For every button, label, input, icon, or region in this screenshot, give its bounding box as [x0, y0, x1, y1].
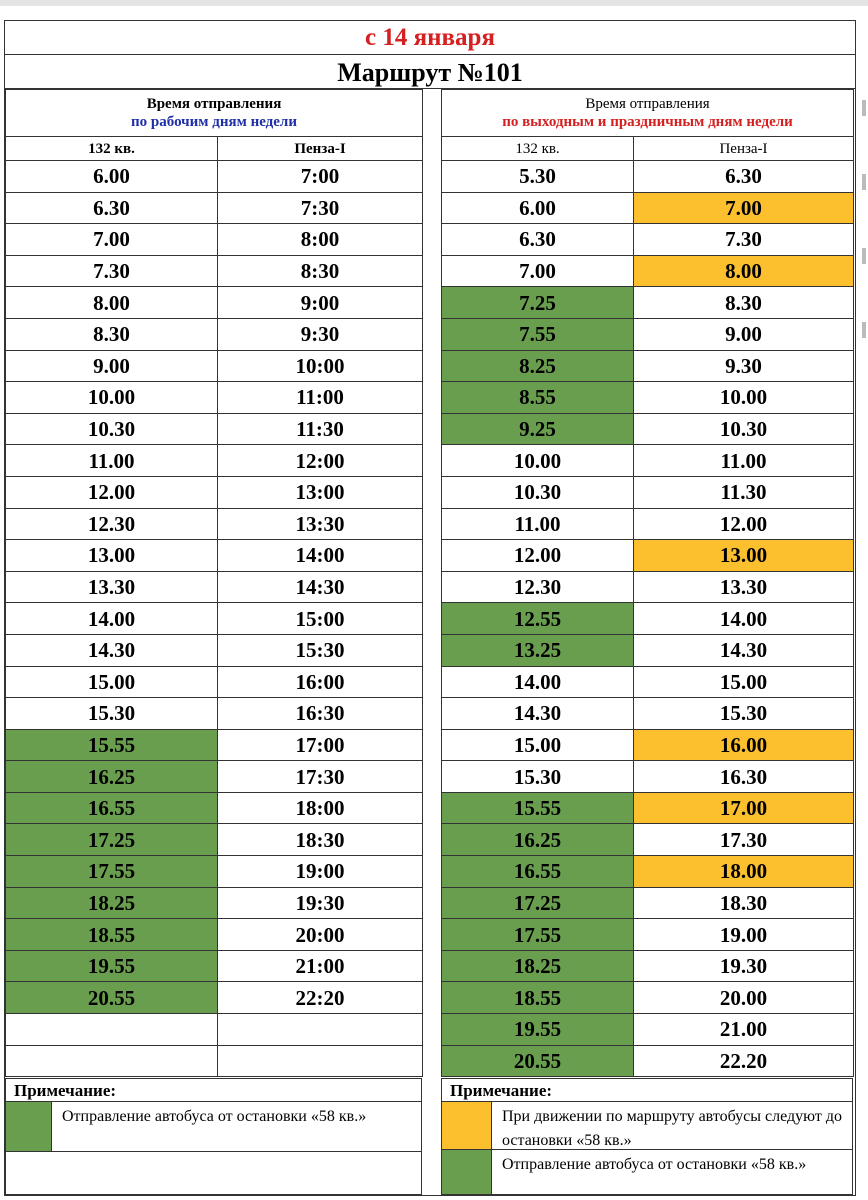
weekend-departure-132kv: 15.00: [442, 729, 634, 761]
weekend-row: [442, 824, 854, 856]
weekend-departure-132kv: 12.30: [442, 571, 634, 603]
weekend-departure-132kv: 10.00: [442, 445, 634, 477]
weekday-departure-penza: 7:00: [218, 161, 423, 193]
weekday-departure-132kv: 12.00: [6, 476, 218, 508]
weekend-note-title: Примечание:: [450, 1081, 553, 1100]
weekday-departure-132kv: 14.30: [6, 634, 218, 666]
weekend-row: [442, 634, 854, 666]
weekday-row: [6, 476, 423, 508]
weekend-departure-132kv: 13.25: [442, 634, 634, 666]
weekend-note-text-2: Отправление автобуса от остановки «58 кв.»: [502, 1156, 807, 1173]
weekday-departure-penza: 9:30: [218, 318, 423, 350]
weekday-departure-penza: 22:20: [218, 982, 423, 1014]
weekday-departure-penza: 17:30: [218, 761, 423, 793]
weekday-row: [6, 224, 423, 256]
weekend-row: [442, 287, 854, 319]
weekend-departure-penza: 10.00: [634, 382, 854, 414]
weekend-departure-132kv: 10.30: [442, 476, 634, 508]
weekday-departure-132kv: 12.30: [6, 508, 218, 540]
edge-mark: [862, 100, 866, 116]
note-swatch-yellow: [442, 1102, 492, 1149]
weekday-departure-penza: 16:00: [218, 666, 423, 698]
weekday-caption-line1: Время отправления: [146, 96, 282, 112]
weekend-departure-penza: 20.00: [634, 982, 854, 1014]
weekday-departure-penza: 10:00: [218, 350, 423, 382]
weekday-row: [6, 318, 423, 350]
weekend-row: [442, 413, 854, 445]
weekend-departure-132kv: 20.55: [442, 1045, 634, 1077]
weekday-notes: [5, 1078, 422, 1195]
weekday-caption-row: [6, 90, 423, 137]
weekday-row: [6, 729, 423, 761]
weekend-row: [442, 603, 854, 635]
weekday-departure-penza: 9:00: [218, 287, 423, 319]
weekday-row: [6, 919, 423, 951]
weekday-row: [6, 761, 423, 793]
weekend-row: [442, 540, 854, 572]
weekend-caption: [442, 90, 854, 137]
weekday-departure-penza: 18:00: [218, 792, 423, 824]
weekday-row: [6, 161, 423, 193]
weekday-departure-penza: 11:30: [218, 413, 423, 445]
weekday-departure-132kv: [6, 1014, 218, 1046]
weekday-departure-penza: 8:30: [218, 255, 423, 287]
weekend-departure-132kv: 7.55: [442, 318, 634, 350]
weekday-col-132kv: 132 кв.: [6, 137, 218, 161]
weekday-col-penza: Пенза-I: [218, 137, 423, 161]
weekday-row: [6, 950, 423, 982]
weekend-departure-132kv: 12.00: [442, 540, 634, 572]
weekend-departure-132kv: 5.30: [442, 161, 634, 193]
weekend-row: [442, 382, 854, 414]
weekend-row: [442, 919, 854, 951]
weekend-departure-132kv: 18.55: [442, 982, 634, 1014]
weekday-departure-132kv: 16.55: [6, 792, 218, 824]
weekend-col-132kv: 132 кв.: [442, 137, 634, 161]
weekday-caption: [6, 90, 423, 137]
weekday-departure-penza: 21:00: [218, 950, 423, 982]
weekend-row: [442, 982, 854, 1014]
weekend-departure-penza: 12.00: [634, 508, 854, 540]
weekday-row: [6, 856, 423, 888]
weekday-departure-132kv: 7.00: [6, 224, 218, 256]
weekday-departure-132kv: 15.30: [6, 698, 218, 730]
weekend-row: [442, 224, 854, 256]
weekend-departure-132kv: 9.25: [442, 413, 634, 445]
weekend-row: [442, 192, 854, 224]
weekend-row: [442, 698, 854, 730]
weekday-row: [6, 540, 423, 572]
weekday-row: [6, 634, 423, 666]
weekday-row: [6, 382, 423, 414]
weekday-row: [6, 571, 423, 603]
weekend-departure-132kv: 16.55: [442, 856, 634, 888]
weekend-departure-132kv: 11.00: [442, 508, 634, 540]
weekday-note-row: [6, 1101, 421, 1151]
weekday-departure-132kv: 6.30: [6, 192, 218, 224]
weekend-column-headers: [442, 137, 854, 161]
weekday-caption-line2: по рабочим дням недели: [131, 114, 297, 130]
weekday-departure-penza: 16:30: [218, 698, 423, 730]
note-swatch-green: [442, 1150, 492, 1194]
weekend-departure-penza: 17.00: [634, 792, 854, 824]
weekend-departure-penza: 14.30: [634, 634, 854, 666]
weekday-row: [6, 982, 423, 1014]
weekend-note-text-1: При движении по маршруту автобусы следуют до остановки «58 кв.»: [502, 1108, 842, 1149]
weekend-departure-penza: 13.00: [634, 540, 854, 572]
weekday-departure-132kv: 13.00: [6, 540, 218, 572]
weekend-departure-penza: 17.30: [634, 824, 854, 856]
weekend-departure-penza: 19.30: [634, 950, 854, 982]
weekend-departure-penza: 9.00: [634, 318, 854, 350]
weekday-departure-132kv: 15.55: [6, 729, 218, 761]
weekend-row: [442, 792, 854, 824]
weekday-departure-132kv: 18.25: [6, 887, 218, 919]
weekday-departure-penza: 7:30: [218, 192, 423, 224]
weekend-departure-penza: 9.30: [634, 350, 854, 382]
weekday-departure-penza: 12:00: [218, 445, 423, 477]
weekend-departure-penza: 21.00: [634, 1014, 854, 1046]
weekend-row: [442, 476, 854, 508]
weekday-departure-132kv: 17.55: [6, 856, 218, 888]
weekday-row: [6, 192, 423, 224]
weekend-departure-132kv: 8.55: [442, 382, 634, 414]
weekend-row: [442, 666, 854, 698]
weekday-departure-penza: 15:00: [218, 603, 423, 635]
weekday-departure-penza: [218, 1045, 423, 1077]
weekend-departure-penza: 19.00: [634, 919, 854, 951]
weekday-departure-132kv: 8.30: [6, 318, 218, 350]
weekday-departure-132kv: 19.55: [6, 950, 218, 982]
weekend-departure-penza: 13.30: [634, 571, 854, 603]
weekday-row: [6, 603, 423, 635]
weekend-departure-penza: 18.30: [634, 887, 854, 919]
weekend-caption-row: [442, 90, 854, 137]
weekend-departure-penza: 15.30: [634, 698, 854, 730]
weekend-departure-132kv: 17.55: [442, 919, 634, 951]
weekday-departure-132kv: 8.00: [6, 287, 218, 319]
weekday-departure-penza: 13:00: [218, 476, 423, 508]
edge-mark: [862, 322, 866, 338]
weekend-departure-penza: 15.00: [634, 666, 854, 698]
weekend-row: [442, 161, 854, 193]
weekday-departure-penza: 14:00: [218, 540, 423, 572]
weekday-row: [6, 824, 423, 856]
weekend-departure-penza: 11.00: [634, 445, 854, 477]
weekday-row: [6, 887, 423, 919]
weekend-schedule-table: [441, 89, 854, 1077]
weekend-departure-penza: 16.30: [634, 761, 854, 793]
weekday-departure-132kv: [6, 1045, 218, 1077]
weekday-row: [6, 1014, 423, 1046]
weekday-row: [6, 792, 423, 824]
weekend-departure-penza: 14.00: [634, 603, 854, 635]
weekend-departure-penza: 6.30: [634, 161, 854, 193]
weekday-departure-132kv: 14.00: [6, 603, 218, 635]
weekday-departure-132kv: 15.00: [6, 666, 218, 698]
weekend-caption-line2: по выходным и праздничным дням недели: [502, 114, 793, 130]
weekend-note-row-yellow: [442, 1101, 852, 1149]
weekend-row: [442, 1045, 854, 1077]
weekday-column-headers: [6, 137, 423, 161]
weekend-departure-132kv: 6.30: [442, 224, 634, 256]
weekend-departure-132kv: 19.55: [442, 1014, 634, 1046]
weekend-row: [442, 350, 854, 382]
weekday-schedule-table: [5, 89, 423, 1077]
weekday-row: [6, 508, 423, 540]
weekday-row: [6, 445, 423, 477]
weekday-departure-penza: 11:00: [218, 382, 423, 414]
note-swatch-green: [6, 1102, 52, 1151]
weekday-note-title: Примечание:: [14, 1081, 117, 1100]
weekend-departure-penza: 8.30: [634, 287, 854, 319]
weekend-row: [442, 571, 854, 603]
weekend-departure-penza: 22.20: [634, 1045, 854, 1077]
weekend-departure-132kv: 14.00: [442, 666, 634, 698]
weekday-departure-132kv: 20.55: [6, 982, 218, 1014]
weekend-departure-132kv: 18.25: [442, 950, 634, 982]
weekday-departure-penza: 19:30: [218, 887, 423, 919]
weekday-row: [6, 698, 423, 730]
weekend-departure-132kv: 15.30: [442, 761, 634, 793]
weekday-row: [6, 413, 423, 445]
weekend-departure-132kv: 7.00: [442, 255, 634, 287]
weekend-row: [442, 1014, 854, 1046]
weekday-departure-132kv: 10.00: [6, 382, 218, 414]
weekend-departure-penza: 11.30: [634, 476, 854, 508]
weekend-notes: [441, 1078, 853, 1195]
weekend-row: [442, 729, 854, 761]
weekday-departure-132kv: 7.30: [6, 255, 218, 287]
weekend-row: [442, 761, 854, 793]
weekend-row: [442, 318, 854, 350]
weekend-row: [442, 255, 854, 287]
weekday-departure-penza: 17:00: [218, 729, 423, 761]
effective-date: с 14 января: [5, 21, 855, 55]
weekday-departure-132kv: 11.00: [6, 445, 218, 477]
edge-mark: [862, 248, 866, 264]
weekend-departure-132kv: 15.55: [442, 792, 634, 824]
weekday-departure-penza: 14:30: [218, 571, 423, 603]
weekday-departure-penza: [218, 1014, 423, 1046]
weekday-departure-132kv: 10.30: [6, 413, 218, 445]
weekday-departure-132kv: 6.00: [6, 161, 218, 193]
weekend-row: [442, 887, 854, 919]
weekend-departure-132kv: 6.00: [442, 192, 634, 224]
weekday-departure-132kv: 16.25: [6, 761, 218, 793]
weekend-departure-penza: 16.00: [634, 729, 854, 761]
weekday-departure-132kv: 9.00: [6, 350, 218, 382]
weekend-row: [442, 445, 854, 477]
weekend-col-penza: Пенза-I: [634, 137, 854, 161]
weekday-departure-penza: 8:00: [218, 224, 423, 256]
weekend-departure-penza: 18.00: [634, 856, 854, 888]
weekday-row: [6, 1045, 423, 1077]
weekday-departure-penza: 13:30: [218, 508, 423, 540]
weekend-row: [442, 508, 854, 540]
weekend-departure-penza: 10.30: [634, 413, 854, 445]
weekday-row: [6, 350, 423, 382]
weekday-departure-penza: 18:30: [218, 824, 423, 856]
edge-mark: [862, 174, 866, 190]
weekend-departure-132kv: 14.30: [442, 698, 634, 730]
weekend-row: [442, 950, 854, 982]
weekday-departure-132kv: 17.25: [6, 824, 218, 856]
edge-marks: [862, 100, 868, 396]
weekend-row: [442, 856, 854, 888]
weekday-departure-penza: 20:00: [218, 919, 423, 951]
top-strip: [0, 0, 868, 6]
weekend-departure-132kv: 17.25: [442, 887, 634, 919]
weekday-departure-penza: 15:30: [218, 634, 423, 666]
weekend-note-row-green: [442, 1149, 852, 1194]
weekend-departure-132kv: 12.55: [442, 603, 634, 635]
weekday-departure-132kv: 13.30: [6, 571, 218, 603]
weekday-note-empty-row: [6, 1151, 421, 1194]
weekday-departure-penza: 19:00: [218, 856, 423, 888]
weekend-departure-penza: 8.00: [634, 255, 854, 287]
weekday-note-text: Отправление автобуса от остановки «58 кв.»: [62, 1108, 367, 1125]
weekday-row: [6, 255, 423, 287]
weekend-caption-line1: Время отправления: [585, 96, 710, 112]
weekend-departure-penza: 7.30: [634, 224, 854, 256]
weekend-departure-132kv: 8.25: [442, 350, 634, 382]
weekend-departure-132kv: 7.25: [442, 287, 634, 319]
weekday-departure-132kv: 18.55: [6, 919, 218, 951]
route-title: Маршрут №101: [5, 55, 855, 89]
weekday-row: [6, 666, 423, 698]
weekend-departure-penza: 7.00: [634, 192, 854, 224]
weekend-departure-132kv: 16.25: [442, 824, 634, 856]
weekday-row: [6, 287, 423, 319]
